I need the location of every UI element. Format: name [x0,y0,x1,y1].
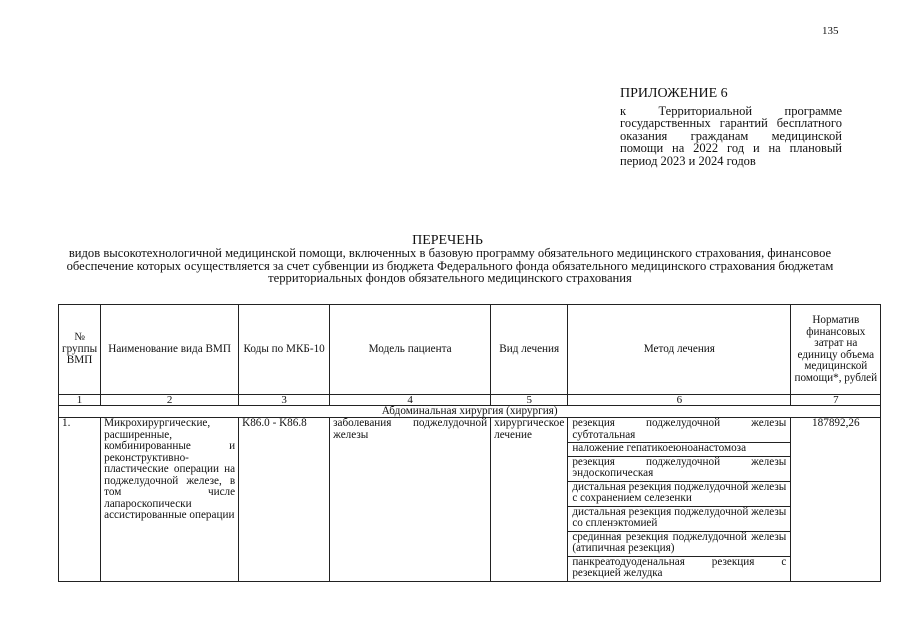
icd-codes-cell: K86.0 - K86.8 [239,418,330,582]
treatment-method-item: дистальная резекция поджелудочной железы со спленэктомией [568,507,790,532]
section-title: Абдоминальная хирургия (хирургия) [59,406,881,418]
treatment-type-cell: хирургическое лечение [491,418,568,582]
column-number-row [59,395,881,406]
section-row [59,406,881,418]
table-header-row [59,305,881,395]
column-number: 1 [59,395,101,406]
treatment-method-item: дистальная резекция поджелудочной железы с сохранением селезенки [568,482,790,507]
page-number: 135 [822,25,839,37]
cost-norm-cell: 187892,26 [791,418,881,582]
appendix-text: к Территориальной программе государственных гарантий бесплатного оказания гражданам медицинской помощи на 2022 год и на плановый период 2023 и 2024 годов [620,103,842,168]
treatment-method-item: срединная резекция поджелудочной железы (атипичная резекция) [568,532,790,557]
treatment-method-item: резекция поджелудочной железы субтотальная [568,418,790,443]
table-row [59,418,881,582]
document-title: ПЕРЕЧЕНЬ [412,233,483,248]
column-number: 3 [239,395,330,406]
column-number: 2 [101,395,239,406]
appendix-block [620,88,842,167]
header-group-number: № группы ВМП [59,305,101,395]
vmp-name-cell: Микрохирургические, расширенные, комбинированные и реконструктивно-пластические операции на поджелудочной железе, в том числе лапароскопически ассистированные операции [101,418,239,582]
appendix-title: ПРИЛОЖЕНИЕ 6 [620,86,728,101]
patient-model-cell: заболевания поджелудочной железы [330,418,491,582]
treatment-methods-cell [568,418,791,582]
header-treatment-type: Вид лечения [491,305,568,395]
column-number: 4 [330,395,491,406]
column-number: 5 [491,395,568,406]
treatment-method-item: панкреатодуоденальная резекция с резекцией желудка [572,555,787,579]
group-number-cell: 1. [59,418,101,582]
header-treatment-method: Метод лечения [568,305,791,395]
header-cost-norm: Норматив финансовых затрат на единицу объема медицинской помощи*, рублей [791,305,881,395]
treatment-method-item: резекция поджелудочной железы эндоскопическая [568,457,790,482]
column-number: 7 [791,395,881,406]
vmp-table [58,304,881,582]
header-icd-codes: Коды по МКБ-10 [239,305,330,395]
header-patient-model: Модель пациента [330,305,491,395]
header-vmp-name: Наименование вида ВМП [101,305,239,395]
column-number: 6 [568,395,791,406]
treatment-method-item: наложение гепатикоеюноанастомоза [568,443,790,457]
document-subtitle: видов высокотехнологичной медицинской помощи, включенных в базовую программу обязательного медицинского страхования, финансовое обеспечение которых осуществляется за счет субвенции из бюджета Федерального фонда обязательного медицинского страхования бюджетам территориальных фондов обязательного медицинского страхования [66,246,834,286]
